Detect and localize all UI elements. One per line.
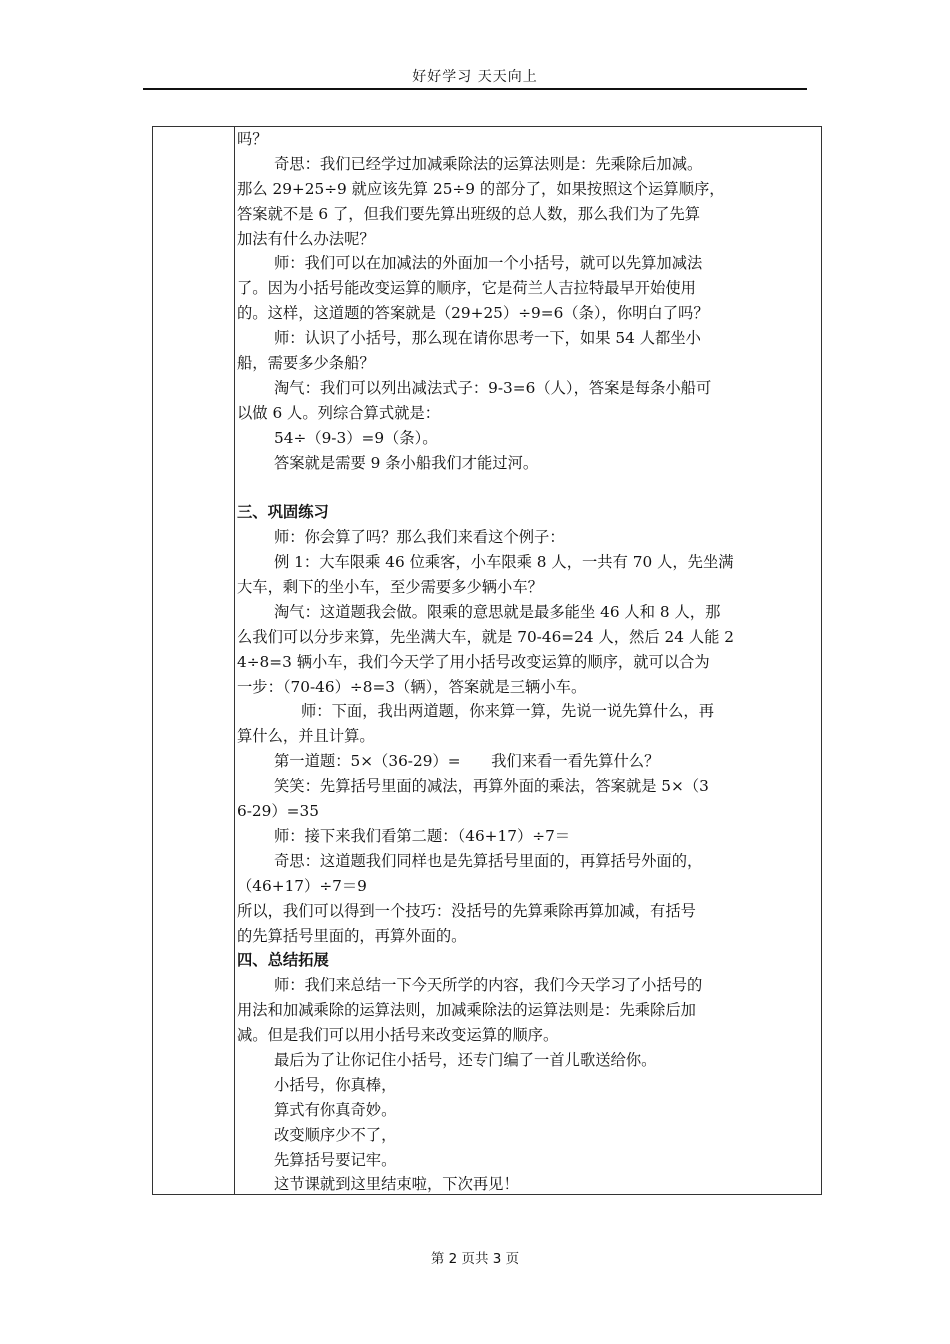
text-line: 的先算括号里面的，再算外面的。 <box>237 926 467 945</box>
page-footer: 第 2 页共 3 页 <box>430 1251 520 1267</box>
lesson-table <box>152 126 822 1195</box>
text-line: 第一道题：5×（36-29）= 我们来看一看先算什么？ <box>274 752 660 771</box>
text-line: 师：你会算了吗？那么我们来看这个例子： <box>274 528 565 547</box>
text-line: 所以，我们可以得到一个技巧：没括号的先算乘除再算加减，有括号 <box>237 901 696 920</box>
text-line: 最后为了让你记住小括号，还专门编了一首儿歌送给你。 <box>274 1050 657 1069</box>
page-header: 好好学习 天天向上 <box>412 69 538 85</box>
text-line: 算式有你真奇妙。 <box>274 1100 397 1119</box>
text-line: 减。但是我们可以用小括号来改变运算的顺序。 <box>237 1026 559 1045</box>
text-line: 吗？ <box>237 130 268 148</box>
text-line: 奇思：这道题我们同样也是先算括号里面的，再算括号外面的， <box>274 851 703 870</box>
text-line: 大车，剩下的坐小车，至少需要多少辆小车？ <box>237 578 543 597</box>
text-line: 淘气：这道题我会做。限乘的意思就是最多能坐 46 人和 8 人，那 <box>274 602 721 621</box>
text-line: 么我们可以分步来算，先坐满大车，就是 70-46=24 人，然后 24 人能 2 <box>237 627 735 646</box>
text-line: 54÷（9-3）=9（条）。 <box>274 428 438 447</box>
text-line: 答案就是需要 9 条小船我们才能过河。 <box>274 453 539 472</box>
text-line: 以做 6 人。列综合算式就是： <box>237 403 441 422</box>
text-line: 这节课就到这里结束啦，下次再见！ <box>274 1175 519 1194</box>
text-line: 4÷8=3 辆小车，我们今天学了用小括号改变运算的顺序，就可以合为 <box>237 652 710 671</box>
text-line: 了。因为小括号能改变运算的顺序，它是荷兰人吉拉特最早开始使用 <box>237 279 696 298</box>
text-line: 先算括号要记牢。 <box>274 1150 397 1169</box>
text-line: （46+17）÷7＝9 <box>237 876 367 895</box>
text-line: 加法有什么办法呢？ <box>237 229 375 248</box>
text-line: 算什么，并且计算。 <box>237 727 375 746</box>
text-line: 用法和加减乘除的运算法则，加减乘除法的运算法则是：先乘除后加 <box>237 1001 696 1020</box>
text-line: 师：我们可以在加减法的外面加一个小括号，就可以先算加减法 <box>274 254 703 273</box>
text-line: 师：认识了小括号，那么现在请你思考一下，如果 54 人都坐小 <box>274 329 701 348</box>
text-line: 6-29）=35 <box>237 802 319 821</box>
text-line: 船，需要多少条船？ <box>237 354 375 373</box>
text-line: 小括号，你真棒， <box>274 1075 397 1094</box>
text-line <box>237 475 821 500</box>
text-line: 笑笑：先算括号里面的减法，再算外面的乘法，答案就是 5×（3 <box>274 777 709 796</box>
column-divider <box>234 127 235 1194</box>
text-line: 淘气：我们可以列出减法式子：9-3=6（人），答案是每条小船可 <box>274 378 712 397</box>
text-line: 奇思：我们已经学过加减乘除法的运算法则是：先乘除后加减。 <box>274 154 703 173</box>
header-divider <box>143 88 807 90</box>
text-line: 例 1：大车限乘 46 位乘客，小车限乘 8 人，一共有 70 人，先坐满 <box>274 553 734 572</box>
text-line: 师：下面，我出两道题，你来算一算，先说一说先算什么，再 <box>301 702 715 721</box>
section-heading: 四、总结拓展 <box>237 951 329 970</box>
text-line: 那么 29+25÷9 就应该先算 25÷9 的部分了，如果按照这个运算顺序， <box>237 179 725 198</box>
section-heading: 三、巩固练习 <box>237 503 329 522</box>
text-line: 师：我们来总结一下今天所学的内容，我们今天学习了小括号的 <box>274 976 703 995</box>
text-line: 改变顺序少不了， <box>274 1125 397 1144</box>
text-line: 答案就不是 6 了，但我们要先算出班级的总人数，那么我们为了先算 <box>237 204 701 223</box>
text-line: 一步：（70-46）÷8=3（辆），答案就是三辆小车。 <box>237 677 587 696</box>
text-line: 的。这样，这道题的答案就是（29+25）÷9=6（条），你明白了吗？ <box>237 304 709 323</box>
text-line: 师：接下来我们看第二题：（46+17）÷7＝ <box>274 826 571 845</box>
lesson-content <box>237 127 821 1197</box>
